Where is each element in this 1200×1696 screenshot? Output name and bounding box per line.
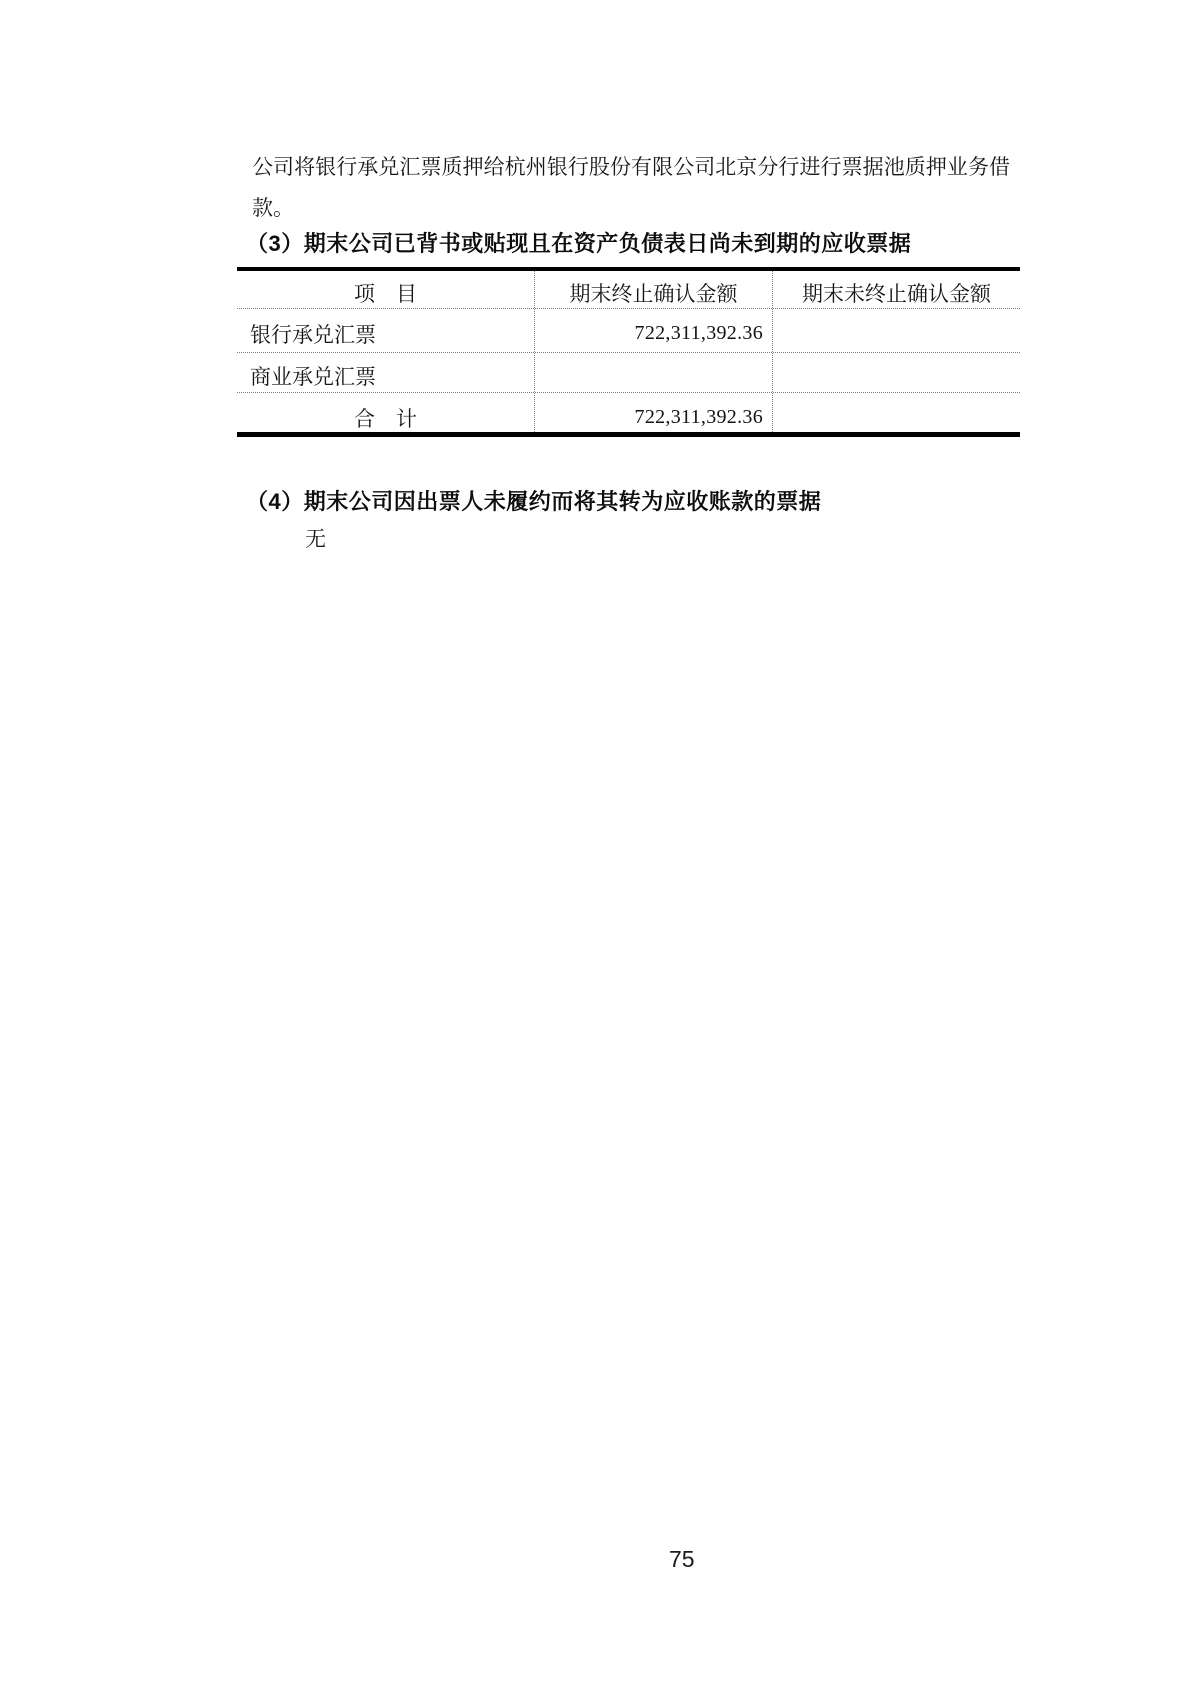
col-header-item: 项 目 — [354, 281, 417, 306]
total-not-derecognized-value — [772, 393, 1020, 432]
body-paragraph: 公司将银行承兑汇票质押给杭州银行股份有限公司北京分行进行票据池质押业务借款。 — [252, 155, 1010, 220]
row-not-derecognized-value — [772, 353, 1020, 392]
row-derecognized-value — [534, 353, 772, 392]
table-header-row — [237, 271, 1020, 308]
col-header-derecognized-amount: 期末终止确认金额 — [534, 271, 772, 308]
row-item-label: 商业承兑汇票 — [250, 364, 376, 389]
col-header-not-derecognized-amount: 期末未终止确认金额 — [772, 271, 1020, 308]
table-total-row — [237, 392, 1020, 432]
total-label: 合 计 — [354, 406, 417, 431]
table-row-bank-acceptance — [237, 308, 1020, 352]
row-derecognized-value: 722,311,392.36 — [534, 309, 772, 352]
row-item-label: 银行承兑汇票 — [250, 322, 376, 347]
section3-heading: （3）期末公司已背书或贴现且在资产负债表日尚未到期的应收票据 — [246, 231, 912, 256]
section4-heading: （4）期末公司因出票人未履约而将其转为应收账款的票据 — [246, 489, 822, 514]
page-number: 75 — [669, 1546, 695, 1572]
section4-content: 无 — [305, 527, 326, 551]
row-not-derecognized-value — [772, 309, 1020, 352]
table-row-commercial-acceptance — [237, 352, 1020, 392]
total-derecognized-value: 722,311,392.36 — [534, 393, 772, 432]
endorsed-notes-table — [237, 267, 1020, 437]
